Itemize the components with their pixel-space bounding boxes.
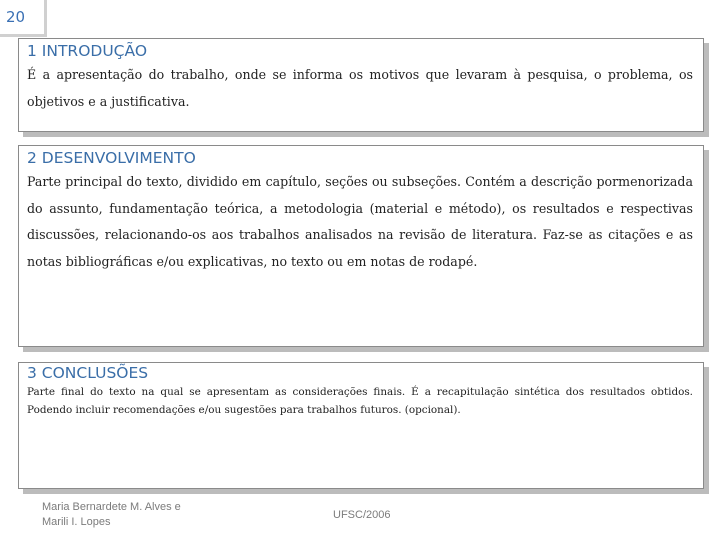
section-title: 2 DESENVOLVIMENTO	[27, 149, 196, 167]
page-number: 20	[6, 8, 26, 26]
corner-decoration-horizontal	[0, 34, 47, 37]
footer-author-line2: Marili I. Lopes	[42, 515, 111, 528]
corner-decoration-vertical	[44, 0, 47, 36]
section-body: Parte principal do texto, dividido em capítulo, seções ou subseções. Contém a descrição pormenorizada do assunto, fundamentação teórica, a metodologia (material e método), os resultados e respectivas discussões, relacionando-os aos trabalhos analisados na revisão de literatura. Faz-se as citações e as notas bibliográficas e/ou explicativas, no texto ou em notas de rodapé.	[27, 174, 693, 269]
footer-institution: UFSC/2006	[333, 509, 391, 521]
section-desenvolvimento	[18, 145, 704, 347]
section-introducao	[18, 38, 704, 132]
footer-author-line1: Maria Bernardete M. Alves e	[42, 501, 181, 513]
section-title: 3 CONCLUSÕES	[27, 364, 149, 382]
footer-author	[42, 500, 202, 529]
section-body: Parte final do texto na qual se apresentam as considerações finais. É a recapitulação sintética dos resultados obtidos. Podendo incluir recomendações e/ou sugestões para trabalhos futuros. (opcional).	[27, 386, 693, 416]
section-conclusoes	[18, 362, 704, 489]
section-title: 1 INTRODUÇÃO	[27, 42, 148, 60]
section-body: É a apresentação do trabalho, onde se informa os motivos que levaram à pesquisa, o problema, os objetivos e a justificativa.	[27, 67, 693, 109]
